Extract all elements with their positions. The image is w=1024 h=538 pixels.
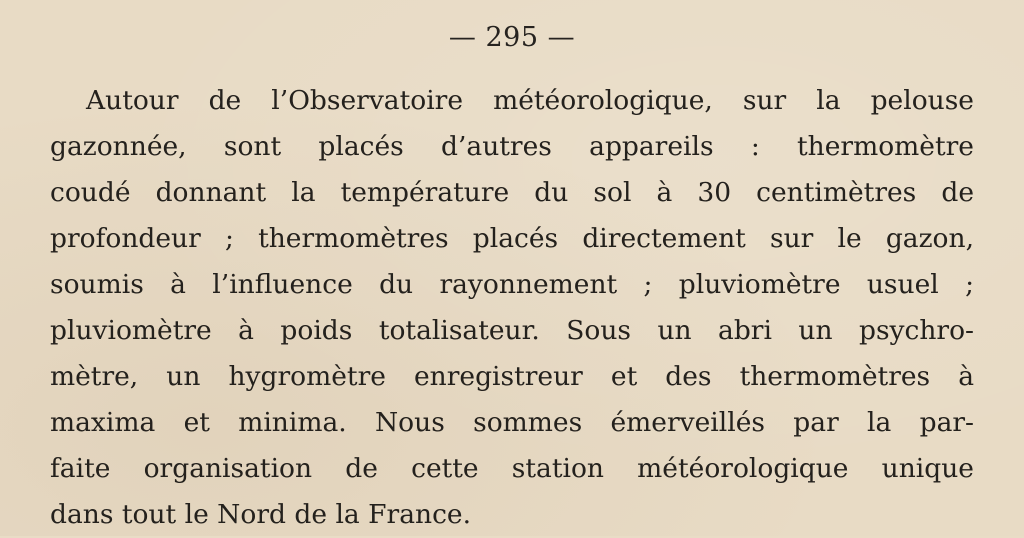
paragraph-line-2: gazonnée, sont placés d’autres appareils : thermomètre <box>50 131 974 162</box>
paragraph-line-9: faite organisation de cette station météorologique unique <box>50 453 974 484</box>
paragraph-line-7: mètre, un hygromètre enregistreur et des thermomètres à <box>50 361 974 392</box>
paragraph-line-10: dans tout le Nord de la France. <box>50 499 472 530</box>
paragraph-line-5: soumis à l’influence du rayonnement ; pluviomètre usuel ; <box>50 269 974 300</box>
paragraph-line-8: maxima et minima. Nous sommes émerveillés par la par- <box>50 407 974 438</box>
paragraph-line-4: profondeur ; thermomètres placés directement sur le gazon, <box>50 223 974 254</box>
paragraph-line-3: coudé donnant la température du sol à 30 centimètres de <box>50 177 974 208</box>
paragraph-line-1: Autour de l’Observatoire météorologique, sur la pelouse <box>86 85 974 116</box>
paragraph-line-6: pluviomètre à poids totalisateur. Sous un abri un psychro- <box>50 315 974 346</box>
page-number: — 295 — <box>448 22 576 53</box>
